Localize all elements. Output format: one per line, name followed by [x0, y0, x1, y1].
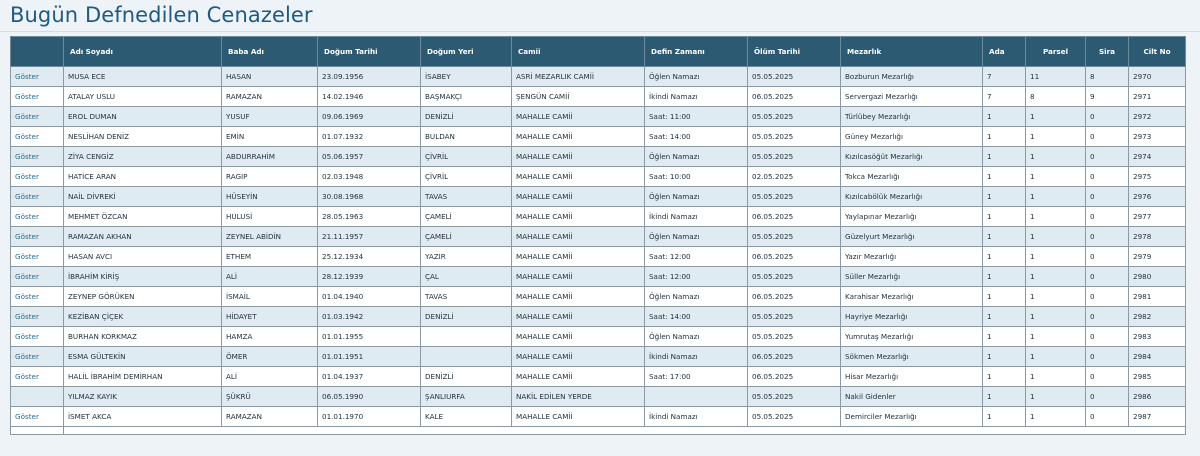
cemetery-cell: Yumrutaş Mezarlığı: [841, 327, 983, 347]
father-name-cell: RAMAZAN: [222, 407, 318, 427]
block-cell: 1: [983, 327, 1026, 347]
burial-time-cell: Öğlen Namazı: [645, 147, 748, 167]
cemetery-cell: Bozburun Mezarlığı: [841, 67, 983, 87]
cemetery-cell: Tokca Mezarlığı: [841, 167, 983, 187]
birth-date-cell: 23.09.1956: [318, 67, 421, 87]
birth-place-cell: ÇAMELİ: [421, 207, 512, 227]
table-row: [11, 367, 1186, 387]
burial-time-cell: Saat: 12:00: [645, 267, 748, 287]
burial-time-cell: Saat: 11:00: [645, 107, 748, 127]
mosque-cell: MAHALLE CAMİİ: [512, 107, 645, 127]
empty-cell: [64, 427, 1186, 435]
cemetery-cell: Türlübey Mezarlığı: [841, 107, 983, 127]
birth-place-cell: ŞANLIURFA: [421, 387, 512, 407]
name-cell: RAMAZAN AKHAN: [64, 227, 222, 247]
block-cell: 1: [983, 167, 1026, 187]
name-cell: KEZİBAN ÇİÇEK: [64, 307, 222, 327]
mosque-cell: MAHALLE CAMİİ: [512, 167, 645, 187]
birth-date-cell: 14.02.1946: [318, 87, 421, 107]
block-cell: 1: [983, 307, 1026, 327]
birth-place-cell: KALE: [421, 407, 512, 427]
burial-time-cell: Öğlen Namazı: [645, 287, 748, 307]
block-cell: 1: [983, 287, 1026, 307]
cemetery-cell: Karahisar Mezarlığı: [841, 287, 983, 307]
death-date-cell: 05.05.2025: [748, 387, 841, 407]
parcel-cell: 1: [1026, 247, 1086, 267]
volume-no-cell: 2978: [1129, 227, 1186, 247]
mosque-cell: MAHALLE CAMİİ: [512, 307, 645, 327]
table-row: [11, 227, 1186, 247]
row-cell: 0: [1086, 267, 1129, 287]
show-link[interactable]: Göster: [11, 87, 64, 107]
birth-date-cell: 09.06.1969: [318, 107, 421, 127]
parcel-cell: 1: [1026, 107, 1086, 127]
table-row: [11, 147, 1186, 167]
table-header-row: [11, 37, 1186, 67]
father-name-cell: ALİ: [222, 267, 318, 287]
birth-date-cell: 06.05.1990: [318, 387, 421, 407]
name-cell: EROL DUMAN: [64, 107, 222, 127]
column-header-block[interactable]: Ada: [983, 37, 1026, 67]
father-name-cell: HİDAYET: [222, 307, 318, 327]
father-name-cell: ÖMER: [222, 347, 318, 367]
birth-date-cell: 28.12.1939: [318, 267, 421, 287]
volume-no-cell: 2986: [1129, 387, 1186, 407]
mosque-cell: ŞENGÜN CAMİİ: [512, 87, 645, 107]
show-link[interactable]: Göster: [11, 207, 64, 227]
burial-time-cell: Saat: 14:00: [645, 127, 748, 147]
column-header-row[interactable]: Sira: [1086, 37, 1129, 67]
volume-no-cell: 2977: [1129, 207, 1186, 227]
mosque-cell: MAHALLE CAMİİ: [512, 407, 645, 427]
mosque-cell: MAHALLE CAMİİ: [512, 347, 645, 367]
column-header-father-name[interactable]: Baba Adı: [222, 37, 318, 67]
father-name-cell: RAGIP: [222, 167, 318, 187]
name-cell: MUSA ECE: [64, 67, 222, 87]
birth-place-cell: [421, 327, 512, 347]
parcel-cell: 1: [1026, 207, 1086, 227]
death-date-cell: 05.05.2025: [748, 107, 841, 127]
show-link[interactable]: Göster: [11, 327, 64, 347]
show-link[interactable]: Göster: [11, 167, 64, 187]
parcel-cell: 8: [1026, 87, 1086, 107]
table-row: [11, 167, 1186, 187]
burial-time-cell: İkindi Namazı: [645, 347, 748, 367]
row-cell: 0: [1086, 327, 1129, 347]
death-date-cell: 05.05.2025: [748, 187, 841, 207]
father-name-cell: HULUSİ: [222, 207, 318, 227]
parcel-cell: 1: [1026, 347, 1086, 367]
table-row: [11, 287, 1186, 307]
death-date-cell: 06.05.2025: [748, 367, 841, 387]
mosque-cell: MAHALLE CAMİİ: [512, 327, 645, 347]
column-header-burial-time[interactable]: Defin Zamanı: [645, 37, 748, 67]
volume-no-cell: 2973: [1129, 127, 1186, 147]
birth-place-cell: [421, 347, 512, 367]
table-row: [11, 87, 1186, 107]
birth-date-cell: 01.01.1970: [318, 407, 421, 427]
volume-no-cell: 2974: [1129, 147, 1186, 167]
cemetery-cell: Kızılcasöğüt Mezarlığı: [841, 147, 983, 167]
name-cell: İSMET AKCA: [64, 407, 222, 427]
block-cell: 1: [983, 367, 1026, 387]
father-name-cell: ŞÜKRÜ: [222, 387, 318, 407]
column-header-birth-place[interactable]: Doğum Yeri: [421, 37, 512, 67]
burial-time-cell: Öğlen Namazı: [645, 67, 748, 87]
volume-no-cell: 2982: [1129, 307, 1186, 327]
block-cell: 1: [983, 267, 1026, 287]
block-cell: 1: [983, 347, 1026, 367]
parcel-cell: 11: [1026, 67, 1086, 87]
row-cell: 0: [1086, 167, 1129, 187]
death-date-cell: 05.05.2025: [748, 267, 841, 287]
block-cell: 1: [983, 387, 1026, 407]
table-row: [11, 307, 1186, 327]
volume-no-cell: 2983: [1129, 327, 1186, 347]
birth-place-cell: ÇİVRİL: [421, 167, 512, 187]
column-header-death-date[interactable]: Ölüm Tarihi: [748, 37, 841, 67]
birth-date-cell: 01.01.1955: [318, 327, 421, 347]
row-cell: 0: [1086, 227, 1129, 247]
row-cell: 8: [1086, 67, 1129, 87]
mosque-cell: MAHALLE CAMİİ: [512, 127, 645, 147]
block-cell: 1: [983, 187, 1026, 207]
parcel-cell: 1: [1026, 267, 1086, 287]
show-link[interactable]: Göster: [11, 227, 64, 247]
death-date-cell: 06.05.2025: [748, 247, 841, 267]
parcel-cell: 1: [1026, 127, 1086, 147]
birth-date-cell: 05.06.1957: [318, 147, 421, 167]
birth-date-cell: 30.08.1968: [318, 187, 421, 207]
birth-place-cell: İSABEY: [421, 67, 512, 87]
cemetery-cell: Yazır Mezarlığı: [841, 247, 983, 267]
row-cell: 0: [1086, 387, 1129, 407]
burial-time-cell: Saat: 12:00: [645, 247, 748, 267]
burial-time-cell: İkindi Namazı: [645, 207, 748, 227]
death-date-cell: 06.05.2025: [748, 87, 841, 107]
table-row: [11, 247, 1186, 267]
show-link[interactable]: Göster: [11, 367, 64, 387]
birth-place-cell: DENİZLİ: [421, 107, 512, 127]
row-cell: 0: [1086, 367, 1129, 387]
cemetery-cell: Hayriye Mezarlığı: [841, 307, 983, 327]
table-row: [11, 347, 1186, 367]
birth-date-cell: 21.11.1957: [318, 227, 421, 247]
father-name-cell: ZEYNEL ABİDİN: [222, 227, 318, 247]
table-body: [11, 67, 1186, 435]
volume-no-cell: 2987: [1129, 407, 1186, 427]
death-date-cell: 02.05.2025: [748, 167, 841, 187]
birth-date-cell: 01.01.1951: [318, 347, 421, 367]
table-row: [11, 127, 1186, 147]
birth-date-cell: 01.07.1932: [318, 127, 421, 147]
birth-place-cell: BAŞMAKÇI: [421, 87, 512, 107]
funerals-table: [10, 36, 1186, 435]
row-cell: 0: [1086, 247, 1129, 267]
block-cell: 1: [983, 107, 1026, 127]
row-cell: 0: [1086, 307, 1129, 327]
column-header-mosque[interactable]: Camii: [512, 37, 645, 67]
name-cell: HALİL İBRAHİM DEMİRHAN: [64, 367, 222, 387]
burial-time-cell: [645, 387, 748, 407]
cemetery-cell: Sökmen Mezarlığı: [841, 347, 983, 367]
show-link[interactable]: Göster: [11, 187, 64, 207]
mosque-cell: MAHALLE CAMİİ: [512, 187, 645, 207]
death-date-cell: 05.05.2025: [748, 227, 841, 247]
birth-date-cell: 02.03.1948: [318, 167, 421, 187]
row-cell: 9: [1086, 87, 1129, 107]
cemetery-cell: Nakil Gidenler: [841, 387, 983, 407]
table-empty-row: [11, 427, 1186, 435]
mosque-cell: MAHALLE CAMİİ: [512, 147, 645, 167]
name-cell: ATALAY USLU: [64, 87, 222, 107]
mosque-cell: MAHALLE CAMİİ: [512, 267, 645, 287]
show-link: [11, 387, 64, 407]
block-cell: 1: [983, 247, 1026, 267]
birth-place-cell: BULDAN: [421, 127, 512, 147]
parcel-cell: 1: [1026, 227, 1086, 247]
show-link[interactable]: Göster: [11, 107, 64, 127]
birth-date-cell: 01.04.1940: [318, 287, 421, 307]
father-name-cell: EMİN: [222, 127, 318, 147]
mosque-cell: MAHALLE CAMİİ: [512, 287, 645, 307]
block-cell: 1: [983, 407, 1026, 427]
name-cell: YILMAZ KAYIK: [64, 387, 222, 407]
block-cell: 1: [983, 127, 1026, 147]
row-cell: 0: [1086, 207, 1129, 227]
table-row: [11, 207, 1186, 227]
volume-no-cell: 2984: [1129, 347, 1186, 367]
volume-no-cell: 2981: [1129, 287, 1186, 307]
column-header: [11, 37, 64, 67]
volume-no-cell: 2979: [1129, 247, 1186, 267]
parcel-cell: 1: [1026, 287, 1086, 307]
mosque-cell: MAHALLE CAMİİ: [512, 247, 645, 267]
show-link[interactable]: Göster: [11, 67, 64, 87]
table-row: [11, 407, 1186, 427]
birth-place-cell: TAVAS: [421, 187, 512, 207]
father-name-cell: HAMZA: [222, 327, 318, 347]
name-cell: ESMA GÜLTEKİN: [64, 347, 222, 367]
name-cell: ZİYA CENGİZ: [64, 147, 222, 167]
column-header-cemetery[interactable]: Mezarlık: [841, 37, 983, 67]
show-link[interactable]: Göster: [11, 407, 64, 427]
birth-date-cell: 25.12.1934: [318, 247, 421, 267]
row-cell: 0: [1086, 107, 1129, 127]
table-row: [11, 67, 1186, 87]
parcel-cell: 1: [1026, 327, 1086, 347]
cemetery-cell: Demirciler Mezarlığı: [841, 407, 983, 427]
death-date-cell: 06.05.2025: [748, 347, 841, 367]
volume-no-cell: 2971: [1129, 87, 1186, 107]
row-cell: 0: [1086, 127, 1129, 147]
burial-time-cell: Öğlen Namazı: [645, 227, 748, 247]
volume-no-cell: 2980: [1129, 267, 1186, 287]
column-header-volume-no[interactable]: Cilt No: [1129, 37, 1186, 67]
table-row: [11, 107, 1186, 127]
burial-time-cell: İkindi Namazı: [645, 407, 748, 427]
burial-time-cell: Saat: 17:00: [645, 367, 748, 387]
birth-date-cell: 01.04.1937: [318, 367, 421, 387]
empty-cell: [11, 427, 64, 435]
burial-time-cell: Öğlen Namazı: [645, 327, 748, 347]
column-header-birth-date[interactable]: Doğum Tarihi: [318, 37, 421, 67]
parcel-cell: 1: [1026, 147, 1086, 167]
cemetery-cell: Yaylapınar Mezarlığı: [841, 207, 983, 227]
mosque-cell: MAHALLE CAMİİ: [512, 207, 645, 227]
parcel-cell: 1: [1026, 387, 1086, 407]
parcel-cell: 1: [1026, 367, 1086, 387]
burial-time-cell: Öğlen Namazı: [645, 187, 748, 207]
title-divider: [0, 31, 1200, 32]
parcel-cell: 1: [1026, 307, 1086, 327]
cemetery-cell: Süller Mezarlığı: [841, 267, 983, 287]
burial-time-cell: İkindi Namazı: [645, 87, 748, 107]
father-name-cell: YUSUF: [222, 107, 318, 127]
father-name-cell: ETHEM: [222, 247, 318, 267]
birth-place-cell: ÇAL: [421, 267, 512, 287]
cemetery-cell: Servergazi Mezarlığı: [841, 87, 983, 107]
show-link[interactable]: Göster: [11, 287, 64, 307]
name-cell: HATİCE ARAN: [64, 167, 222, 187]
birth-place-cell: DENİZLİ: [421, 367, 512, 387]
birth-place-cell: DENİZLİ: [421, 307, 512, 327]
birth-place-cell: TAVAS: [421, 287, 512, 307]
block-cell: 7: [983, 67, 1026, 87]
block-cell: 7: [983, 87, 1026, 107]
block-cell: 1: [983, 227, 1026, 247]
parcel-cell: 1: [1026, 187, 1086, 207]
funerals-table-container: [10, 36, 1185, 435]
burial-time-cell: Saat: 10:00: [645, 167, 748, 187]
birth-place-cell: YAZIR: [421, 247, 512, 267]
name-cell: NESLİHAN DENİZ: [64, 127, 222, 147]
volume-no-cell: 2970: [1129, 67, 1186, 87]
cemetery-cell: Güzelyurt Mezarlığı: [841, 227, 983, 247]
cemetery-cell: Güney Mezarlığı: [841, 127, 983, 147]
death-date-cell: 05.05.2025: [748, 327, 841, 347]
death-date-cell: 05.05.2025: [748, 147, 841, 167]
parcel-cell: 1: [1026, 167, 1086, 187]
column-header-parcel[interactable]: Parsel: [1026, 37, 1086, 67]
table-row: [11, 187, 1186, 207]
death-date-cell: 05.05.2025: [748, 127, 841, 147]
death-date-cell: 06.05.2025: [748, 207, 841, 227]
mosque-cell: ASRİ MEZARLIK CAMİİ: [512, 67, 645, 87]
birth-place-cell: ÇİVRİL: [421, 147, 512, 167]
death-date-cell: 05.05.2025: [748, 67, 841, 87]
row-cell: 0: [1086, 287, 1129, 307]
row-cell: 0: [1086, 407, 1129, 427]
name-cell: İBRAHİM KİRİŞ: [64, 267, 222, 287]
mosque-cell: MAHALLE CAMİİ: [512, 367, 645, 387]
table-row: [11, 387, 1186, 407]
show-link[interactable]: Göster: [11, 267, 64, 287]
parcel-cell: 1: [1026, 407, 1086, 427]
show-link[interactable]: Göster: [11, 307, 64, 327]
table-row: [11, 267, 1186, 287]
father-name-cell: ABDURRAHİM: [222, 147, 318, 167]
burial-time-cell: Saat: 14:00: [645, 307, 748, 327]
row-cell: 0: [1086, 147, 1129, 167]
death-date-cell: 06.05.2025: [748, 287, 841, 307]
birth-date-cell: 01.03.1942: [318, 307, 421, 327]
show-link[interactable]: Göster: [11, 127, 64, 147]
mosque-cell: NAKİL EDİLEN YERDE: [512, 387, 645, 407]
table-row: [11, 327, 1186, 347]
page-title: Bugün Defnedilen Cenazeler: [10, 3, 313, 27]
show-link[interactable]: Göster: [11, 147, 64, 167]
father-name-cell: HÜSEYİN: [222, 187, 318, 207]
name-cell: BURHAN KORKMAZ: [64, 327, 222, 347]
volume-no-cell: 2975: [1129, 167, 1186, 187]
birth-place-cell: ÇAMELİ: [421, 227, 512, 247]
show-link[interactable]: Göster: [11, 347, 64, 367]
block-cell: 1: [983, 207, 1026, 227]
mosque-cell: MAHALLE CAMİİ: [512, 227, 645, 247]
father-name-cell: HASAN: [222, 67, 318, 87]
show-link[interactable]: Göster: [11, 247, 64, 267]
father-name-cell: ALİ: [222, 367, 318, 387]
volume-no-cell: 2985: [1129, 367, 1186, 387]
column-header-name[interactable]: Adı Soyadı: [64, 37, 222, 67]
name-cell: ZEYNEP GÖRÜKEN: [64, 287, 222, 307]
death-date-cell: 05.05.2025: [748, 307, 841, 327]
name-cell: MEHMET ÖZCAN: [64, 207, 222, 227]
father-name-cell: İSMAİL: [222, 287, 318, 307]
block-cell: 1: [983, 147, 1026, 167]
volume-no-cell: 2972: [1129, 107, 1186, 127]
name-cell: NAİL DİVREKİ: [64, 187, 222, 207]
cemetery-cell: Kızılcabölük Mezarlığı: [841, 187, 983, 207]
birth-date-cell: 28.05.1963: [318, 207, 421, 227]
cemetery-cell: Hisar Mezarlığı: [841, 367, 983, 387]
death-date-cell: 05.05.2025: [748, 407, 841, 427]
row-cell: 0: [1086, 347, 1129, 367]
row-cell: 0: [1086, 187, 1129, 207]
name-cell: HASAN AVCI: [64, 247, 222, 267]
volume-no-cell: 2976: [1129, 187, 1186, 207]
father-name-cell: RAMAZAN: [222, 87, 318, 107]
